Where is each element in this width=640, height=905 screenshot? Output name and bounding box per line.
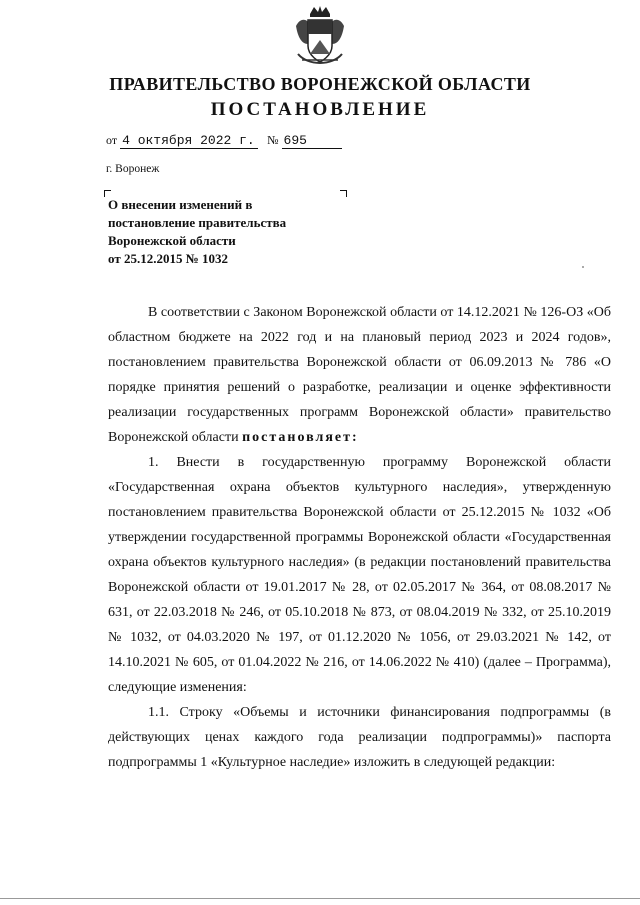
coat-of-arms-icon (288, 4, 352, 72)
decree-word: постановляет: (242, 430, 359, 445)
item-1-1-paragraph: 1.1. Строку «Объемы и источники финансирования подпрограммы (в действующих ценах каждого года реализации подпрограммы)» паспорта подпрограммы 1 «Культурное наследие» изложить в следующей редакции: (108, 705, 611, 770)
subject-line: от 25.12.2015 № 1032 (108, 251, 229, 266)
city-name: г. Воронеж (106, 163, 160, 175)
date-number-line (106, 133, 342, 149)
document-type-title: ПОСТАНОВЛЕНИЕ (210, 99, 430, 120)
document-date: 4 октября 2022 г. (120, 133, 258, 149)
scan-speck (582, 266, 584, 268)
document-number: 695 (282, 133, 342, 149)
number-label: № (267, 133, 279, 147)
date-from-label: от (106, 133, 118, 147)
document-subject (108, 196, 348, 268)
subject-line: постановление правительства (108, 215, 287, 230)
preamble-text: В соответствии с Законом Воронежской области от 14.12.2021 № 126-ОЗ «Об областном бюджете на 2022 год и на плановый период 2023 и 2024 годов», постановлением правительства Воронежской области от 06.09.2013 № 786 «О порядке принятия решений о разработке, реализации и оценке эффективности реализации государственных программ Воронежской области» правительство Воронежской области (108, 305, 611, 445)
subject-line: Воронежской области (108, 233, 236, 248)
page-bottom-rule (0, 898, 640, 899)
subject-line: О внесении изменений в (108, 197, 253, 212)
item-1-paragraph: 1. Внести в государственную программу Воронежской области «Государственная охрана объектов культурного наследия», утвержденную постановлением правительства Воронежской области от 25.12.2015 № 1032 «Об утверждении государственной программы Воронежской области «Государственная охрана объектов культурного наследия» (в редакции постановлений правительства Воронежской области от 19.01.2017 № 28, от 02.05.2017 № 364, от 08.08.2017 № 631, от 22.03.2018 № 246, от 05.10.2018 № 873, от 08.04.2019 № 332, от 25.10.2019 № 1032, от 04.03.2020 № 197, от 01.12.2020 № 1056, от 29.03.2021 № 142, от 14.10.2021 № 605, от 01.04.2022 № 216, от 14.06.2022 № 410) (далее – Программа), следующие изменения: (108, 455, 611, 695)
organization-title: ПРАВИТЕЛЬСТВО ВОРОНЕЖСКОЙ ОБЛАСТИ (109, 74, 531, 94)
preamble-paragraph (108, 300, 611, 450)
document-body (108, 300, 611, 775)
